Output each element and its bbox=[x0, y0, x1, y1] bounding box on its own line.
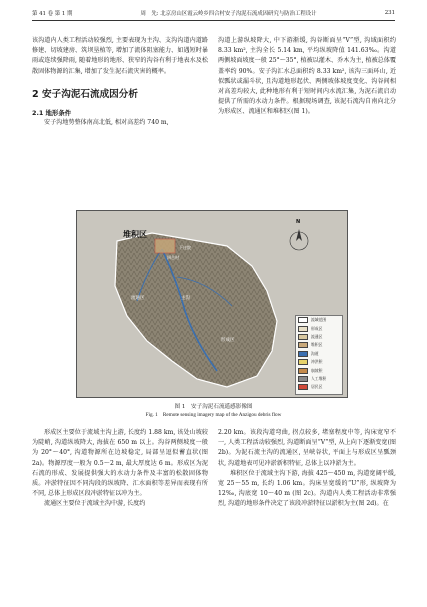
paragraph: 该沟道内人类工程活动较强烈, 主要表现为主沟、支沟沟道内道路修建、切坡建房、筑坝垦植等, 增加了流体阻塞能力、如遇短时暴雨或连续强降雨, 随着地形的地形、狭窄的沟谷有利于地表水及松散固体物源的汇集, 增加了发生泥石流灾害的概率。 bbox=[32, 37, 208, 75]
paragraph: 流通区主要位于流域主沟中游, 长度约 bbox=[44, 500, 146, 508]
legend-swatch bbox=[298, 368, 308, 374]
remote-sensing-map bbox=[76, 210, 348, 398]
section-heading: 2 安子沟泥石流成因分析 bbox=[32, 88, 138, 100]
right-column-top bbox=[218, 36, 396, 118]
legend-item: 冲洪积 bbox=[296, 358, 342, 366]
legend-swatch bbox=[298, 384, 308, 390]
legend-item: 流域范围 bbox=[296, 316, 342, 324]
map-legend bbox=[295, 315, 343, 395]
right-column-bottom bbox=[218, 428, 396, 510]
figure-caption-cn: 图 1 安子沟泥石流遥感影像图 bbox=[174, 404, 253, 410]
legend-item: 堆积区 bbox=[296, 341, 342, 349]
legend-item: 流通区 bbox=[296, 333, 342, 341]
legend-swatch bbox=[298, 317, 308, 323]
legend-item: 崩坡积 bbox=[296, 366, 342, 374]
paragraph: 沟道上游纵坡降大, 中下游渐缓, 沟谷断面呈“V”型, 沟域面积约 8.33 km², 主沟全长 5.14 km, 平均纵坡降值 141.63‰。沟道两侧坡面坡度一般 25°～35°, 植被以灌木、乔木为主, 植被总体覆盖率约 90%。安子沟汇水总面积约 8.33 km², 该沟三面环山, 近似瓢状或漏斗状, 且沟道地形起伏、两侧坡体坡度变化、沟谷间相对高差均较大, 此种地形有利于短时间内水流汇集, 为泥石流启动提供了所需的水动力条件。根据现场调查, 该泥石流沟自南向北分为形成区、流通区和堆积区(图 1)。 bbox=[218, 37, 396, 116]
paragraph: 2.20 km。该段沟道弯曲, 拐点较多, 堵塞程度中等, 沟床宽窄不一, 人类工程活动较强烈, 沟道断面呈“V”型, 从上向下逐渐变宽(图 2b)。为泥石流主沟的流通区, 呈峡谷状, 平面上与形成区呈瓢颈状, 沟道地表可见冲淤新积特征, 总体上以冲淤为主。 bbox=[218, 429, 396, 467]
subsection-heading: 2.1 地形条件 bbox=[32, 109, 72, 118]
legend-item: 居民区 bbox=[296, 383, 342, 391]
legend-swatch bbox=[298, 342, 308, 348]
label-deposit-zone: 堆积区 bbox=[123, 230, 147, 239]
volume-issue: 第 41 卷 第 1 期 bbox=[32, 11, 73, 17]
figure-caption-en: Fig. 1 Remote sensing imagery map of the Anzigou debris flow bbox=[145, 412, 282, 418]
legend-item: 沟道 bbox=[296, 350, 342, 358]
paragraph: 安子沟地势整体南高北低, 相对高差约 740 m, bbox=[44, 119, 169, 127]
legend-swatch bbox=[298, 376, 308, 382]
page-number: 231 bbox=[384, 10, 395, 16]
legend-swatch bbox=[298, 351, 308, 357]
running-header bbox=[32, 6, 395, 21]
running-title: 周 先: 北京房山区霞云岭乡四合村安子沟泥石流成因研究与防治工程设计 bbox=[140, 11, 317, 17]
left-column-bottom bbox=[32, 428, 208, 510]
label-siheyuan: 四合村 bbox=[167, 255, 179, 260]
legend-swatch bbox=[298, 326, 308, 332]
paragraph: 堆积区位于流域主沟下游, 海拔 425～450 m, 沟道宽阔平缓, 宽 25～55 m, 长约 1.06 km。沟床呈宽缓的“U”形, 纵坡降为 12‰, 沟底宽 10～40 m (图 2c)。沟道内人类工程活动非常强烈, 沟道的地形条件决定了该段冲淤特征以淤积为主(图 2d)。在 bbox=[218, 469, 396, 508]
left-column-top bbox=[32, 36, 208, 128]
legend-swatch bbox=[298, 359, 308, 365]
paragraph: 形成区主要位于流域主沟上游, 长度约 1.88 km, 该处山坡较为陡峭, 沟道纵坡降大, 海拔在 650 m 以上。沟谷两侧坡度一般为 20°～40°, 沟道物源所在边坡稳定, 局部呈逗似蓄直状(图 2a)。物源厚度一般为 0.5～2 m, 最大厚度达 6 m。形成区为泥石流的形成、发展提供强大的水动力条件及丰富的松散固体物质。冲淤特征因不同沟段的纵坡降、汇水面积等差异而表现有所不同, 总体上形成区段冲淤特征以冲为主。 bbox=[32, 429, 208, 498]
label-north: N bbox=[296, 219, 301, 225]
label-flow-zone: 流通区 bbox=[131, 296, 145, 301]
deposit-area bbox=[155, 239, 175, 253]
label-main-channel: 主沟 bbox=[181, 296, 190, 301]
label-xiazhuang: 下庄院 bbox=[179, 245, 191, 250]
label-formation-zone: 形成区 bbox=[221, 338, 235, 343]
legend-item: 形成区 bbox=[296, 324, 342, 332]
legend-swatch bbox=[298, 334, 308, 340]
legend-item: 人工堆积 bbox=[296, 375, 342, 383]
